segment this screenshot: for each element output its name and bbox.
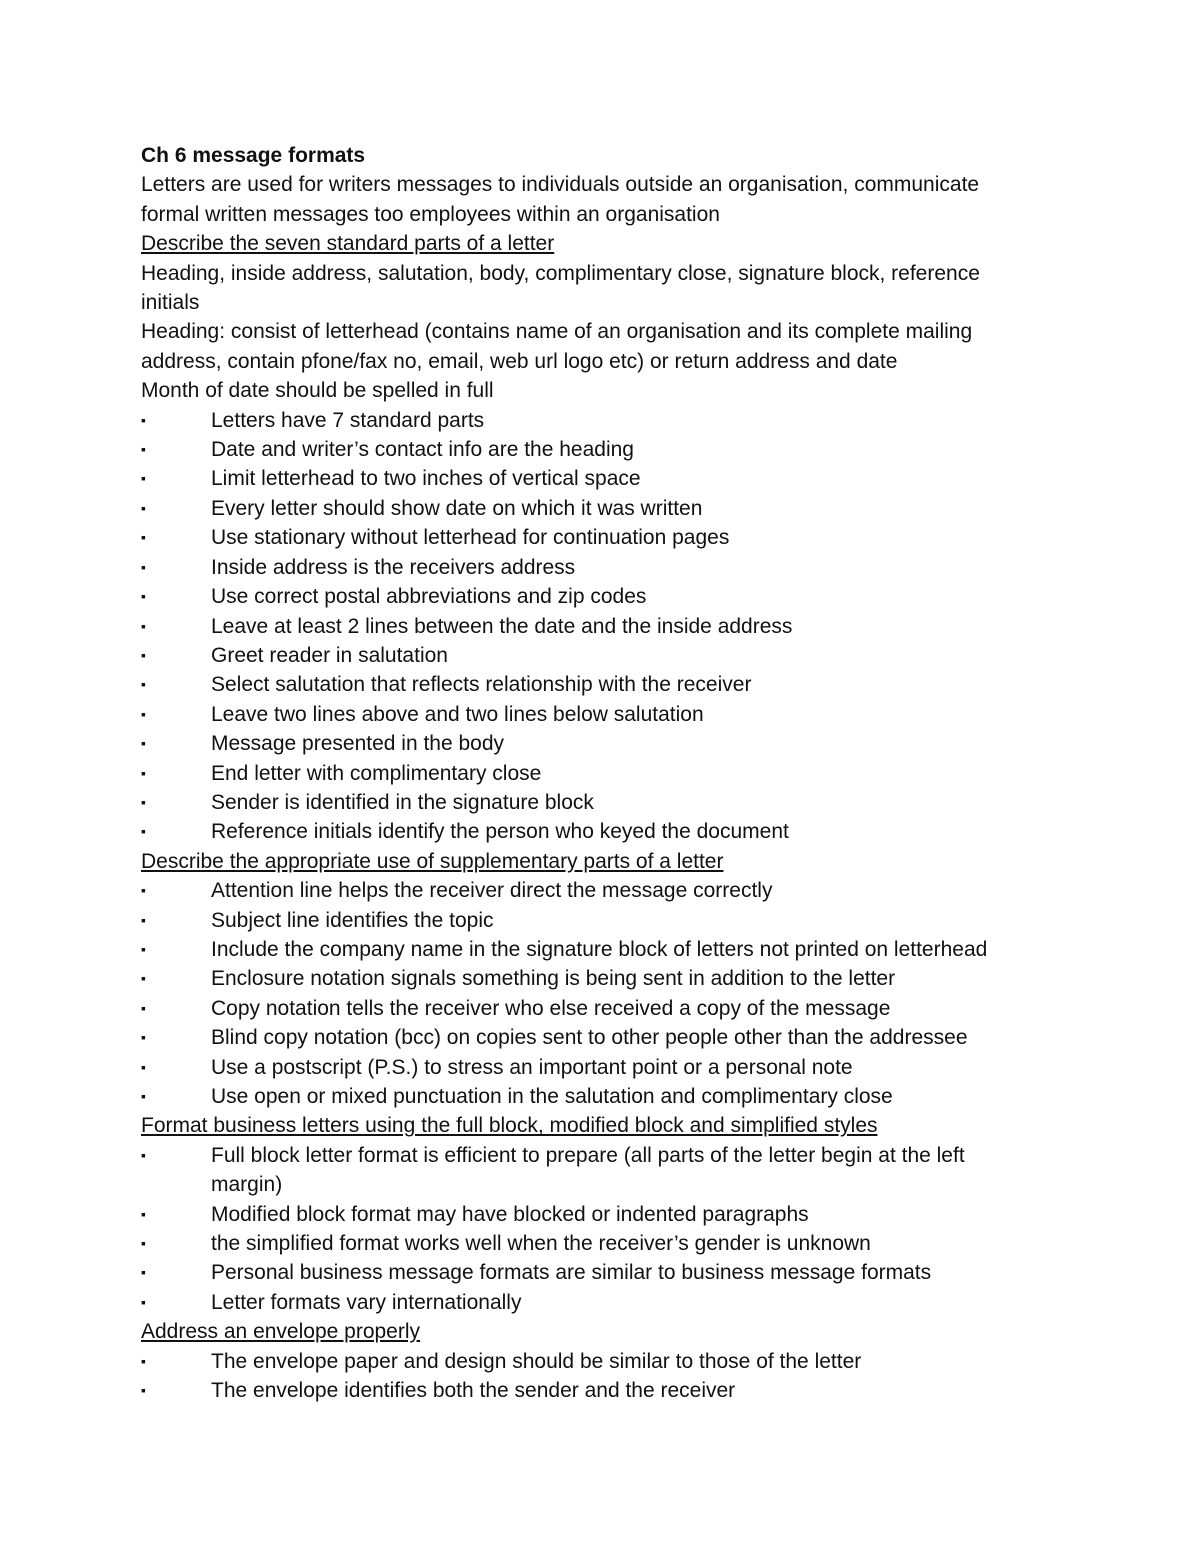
bullet-text: Enclosure notation signals something is being sent in addition to the letter <box>211 967 896 991</box>
bullet-text: Limit letterhead to two inches of vertical space <box>211 467 641 491</box>
bullet-icon: ▪ <box>141 1029 146 1046</box>
bullet-item <box>141 1200 1041 1229</box>
bullet-text: Leave at least 2 lines between the date and the inside address <box>211 614 793 638</box>
bullet-item <box>141 1376 1041 1405</box>
bullet-icon: ▪ <box>141 1088 146 1104</box>
bullet-item <box>141 406 1041 435</box>
section-heading-supplementary-parts: Describe the appropriate use of supplementary parts of a letter <box>141 849 724 873</box>
bullet-icon: ▪ <box>141 940 146 957</box>
bullet-item <box>141 817 1041 846</box>
bullet-item <box>141 435 1041 464</box>
bullet-item <box>141 935 1041 964</box>
bullet-icon: ▪ <box>141 882 146 899</box>
bullet-item <box>141 464 1041 493</box>
bullet-item <box>141 612 1041 641</box>
bullet-item <box>141 788 1041 817</box>
bullet-icon: ▪ <box>141 588 146 605</box>
bullet-text: Date and writer’s contact info are the heading <box>211 438 634 462</box>
bullet-text: Personal business message formats are similar to business message formats <box>211 1261 932 1285</box>
bullet-text: Select salutation that reflects relationship with the receiver <box>211 673 752 697</box>
bullet-icon: ▪ <box>141 676 146 693</box>
bullet-text: Blind copy notation (bcc) on copies sent to other people other than the addressee <box>211 1026 968 1050</box>
bullet-item <box>141 641 1041 670</box>
bullet-icon: ▪ <box>141 793 146 810</box>
bullet-list-supplementary-parts <box>141 876 1041 1111</box>
bullet-item <box>141 964 1041 993</box>
bullet-text: The envelope paper and design should be similar to those of the letter <box>211 1349 862 1373</box>
bullet-item <box>141 1023 1041 1052</box>
bullet-item <box>141 1347 1041 1376</box>
bullet-icon: ▪ <box>141 970 146 987</box>
bullet-item <box>141 1053 1041 1082</box>
bullet-icon: ▪ <box>141 764 146 781</box>
bullet-text: Reference initials identify the person who keyed the document <box>211 820 789 844</box>
bullet-list-envelope <box>141 1347 1041 1406</box>
bullet-text: Use a postscript (P.S.) to stress an important point or a personal note <box>211 1055 853 1079</box>
bullet-icon: ▪ <box>141 1352 146 1369</box>
bullet-text: Copy notation tells the receiver who else received a copy of the message <box>211 996 891 1020</box>
bullet-icon: ▪ <box>141 1058 146 1075</box>
bullet-item <box>141 494 1041 523</box>
bullet-text: Use open or mixed punctuation in the salutation and complimentary close <box>211 1085 893 1108</box>
bullet-item <box>141 553 1041 582</box>
bullet-text: End letter with complimentary close <box>211 761 542 785</box>
bullet-text: Sender is identified in the signature block <box>211 790 594 814</box>
bullet-item <box>141 1141 1041 1200</box>
bullet-text: Attention line helps the receiver direct the message correctly <box>211 879 773 903</box>
bullet-list-standard-parts <box>141 406 1041 847</box>
bullet-item <box>141 523 1041 552</box>
bullet-text: The envelope identifies both the sender and the receiver <box>211 1379 736 1403</box>
bullet-icon: ▪ <box>141 1293 146 1310</box>
bullet-icon: ▪ <box>141 911 146 928</box>
bullet-icon: ▪ <box>141 558 146 575</box>
bullet-icon: ▪ <box>141 823 146 840</box>
bullet-text: Include the company name in the signature block of letters not printed on letterhead <box>211 937 988 961</box>
bullet-text: Message presented in the body <box>211 732 505 756</box>
bullet-text: Full block letter format is efficient to prepare (all parts of the letter begin at the left margin) <box>211 1143 965 1197</box>
bullet-text: Modified block format may have blocked or indented paragraphs <box>211 1202 809 1226</box>
bullet-item <box>141 994 1041 1023</box>
bullet-text: Use correct postal abbreviations and zip codes <box>211 585 647 609</box>
bullet-text: Use stationary without letterhead for continuation pages <box>211 526 730 550</box>
bullet-item <box>141 670 1041 699</box>
bullet-icon: ▪ <box>141 735 146 752</box>
bullet-icon: ▪ <box>141 441 146 458</box>
bullet-icon: ▪ <box>141 999 146 1016</box>
bullet-icon: ▪ <box>141 529 146 546</box>
bullet-text: Letter formats vary internationally <box>211 1290 522 1314</box>
section-heading-standard-parts: Describe the seven standard parts of a letter <box>141 232 555 256</box>
bullet-icon: ▪ <box>141 705 146 722</box>
bullet-text: Letters have 7 standard parts <box>211 408 485 432</box>
document-page <box>141 141 1041 1405</box>
bullet-icon: ▪ <box>141 1382 146 1399</box>
bullet-text: Leave two lines above and two lines below salutation <box>211 702 704 726</box>
bullet-item <box>141 1258 1041 1287</box>
document-title: Ch 6 message formats <box>141 144 366 167</box>
bullet-text: Subject line identifies the topic <box>211 908 494 932</box>
bullet-text: Every letter should show date on which it was written <box>211 496 703 520</box>
bullet-item <box>141 1229 1041 1258</box>
intro-paragraph: Letters are used for writers messages to individuals outside an organisation, communicate formal written messages too employees within an organisation <box>141 173 980 226</box>
paragraph: Heading: consist of letterhead (contains name of an organisation and its complete mailing address, contain pfone/fax no, email, web url logo etc) or return address and date <box>141 320 973 373</box>
bullet-icon: ▪ <box>141 646 146 663</box>
bullet-icon: ▪ <box>141 1205 146 1222</box>
bullet-text: Greet reader in salutation <box>211 643 448 667</box>
bullet-item <box>141 759 1041 788</box>
bullet-item <box>141 1288 1041 1317</box>
bullet-icon: ▪ <box>141 499 146 516</box>
bullet-item <box>141 1082 1041 1111</box>
bullet-icon: ▪ <box>141 470 146 487</box>
paragraph: Heading, inside address, salutation, body, complimentary close, signature block, reference initials <box>141 261 980 315</box>
paragraph: Month of date should be spelled in full <box>141 379 494 403</box>
bullet-item <box>141 729 1041 758</box>
bullet-item <box>141 700 1041 729</box>
bullet-icon: ▪ <box>141 1235 146 1252</box>
bullet-item <box>141 582 1041 611</box>
bullet-item <box>141 906 1041 935</box>
bullet-icon: ▪ <box>141 411 146 428</box>
bullet-icon: ▪ <box>141 617 146 634</box>
bullet-item <box>141 876 1041 905</box>
section-heading-envelope: Address an envelope properly <box>141 1320 421 1344</box>
bullet-text: Inside address is the receivers address <box>211 555 576 579</box>
section-heading-letter-styles: Format business letters using the full block, modified block and simplified styles <box>141 1114 878 1138</box>
bullet-text: the simplified format works well when the receiver’s gender is unknown <box>211 1232 871 1256</box>
bullet-icon: ▪ <box>141 1264 146 1281</box>
bullet-list-letter-styles <box>141 1141 1041 1317</box>
bullet-icon: ▪ <box>141 1146 146 1163</box>
